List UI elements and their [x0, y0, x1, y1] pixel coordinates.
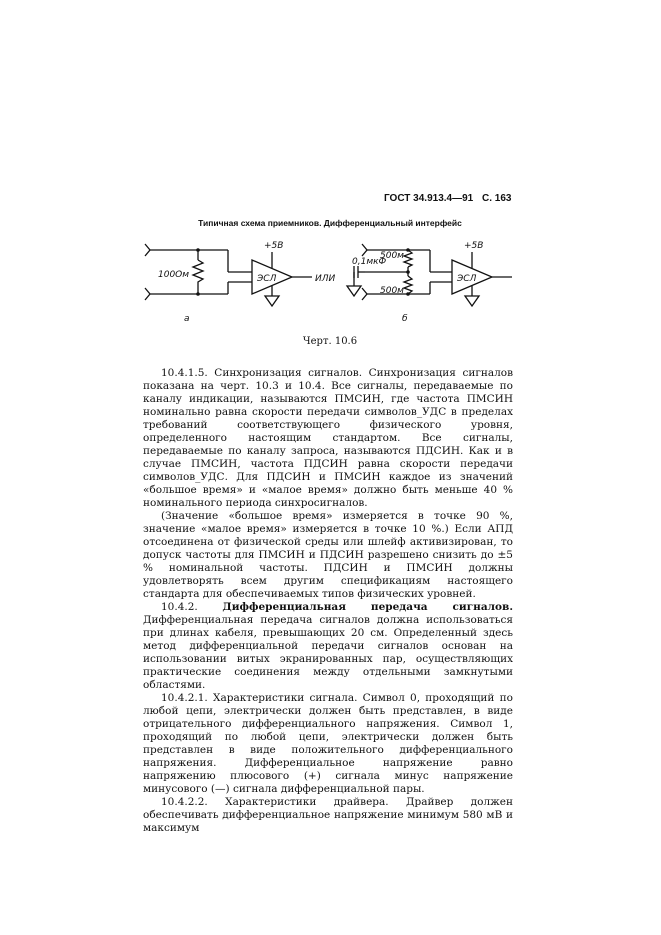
part-a-label: а: [184, 314, 190, 324]
section-heading: Дифференциальная передача сигналов.: [222, 601, 514, 613]
paragraph-driver-characteristics: 10.4.2.2. Характеристики драйвера. Драйвер должен обеспечивать дифференциальное напряжение минимум 580 мВ и максимум: [143, 796, 513, 834]
resistor-label-a: 100Ом: [158, 270, 190, 280]
standard-number: ГОСТ 34.913.4—91: [384, 193, 474, 204]
section-number: 10.4.2.: [161, 601, 198, 613]
figure-caption: Черт. 10.6: [302, 336, 358, 347]
resistor-label-b-top: 500м: [380, 251, 404, 261]
page-number: С. 163: [482, 193, 512, 204]
page-header: [384, 193, 514, 204]
resistor-label-b-bottom: 500м: [380, 286, 404, 296]
paragraph-signal-sync: 10.4.1.5. Синхронизация сигналов. Синхронизация сигналов показана на черт. 10.3 и 10.4. Все сигналы, передаваемые по каналу индикации, называются ПМСИН, где частота ПМСИН номинально равна скорости передачи символов_УДС в пределах требований соответствующего физического уровня, определенного настоящим стандартом. Все сигналы, передаваемые по каналу запроса, называются ПДСИН. Как и в случае ПМСИН, частота ПДСИН равна скорости передачи символов_УДС. Для ПДСИН и ПМСИН каждое из значений «большое время» и «малое время» должно быть меньше 40 % номинального периода синхросигналов.: [143, 367, 513, 509]
or-label: ИЛИ: [315, 274, 336, 284]
figure-title: Типичная схема приемников. Дифференциальный интерфейс: [198, 218, 462, 228]
capacitor-label: 0,1мкФ: [352, 257, 387, 267]
body-text: [143, 367, 513, 835]
paragraph-timing-note: (Значение «большое время» измеряется в точке 90 %, значение «малое время» измеряется в точке 10 %.) Если АПД отсоединена от физической среды или шлейф активизирован, то допуск частоты для ПМСИН и ПДСИН разрешено снизить до ±5 % номинальной частоты. ПДСИН и ПМСИН должны удовлетворять всем другим спецификациям настоящего стандарта для обеспечиваемых типов физических уровней.: [143, 510, 513, 600]
paragraph-signal-characteristics: 10.4.2.1. Характеристики сигнала. Символ 0, проходящий по любой цепи, электрически должен быть представлен, в виде отрицательного дифференциального напряжения. Символ 1, проходящий по любой цепи, электрически должен быть представлен в виде положительного дифференциального напряжения. Дифференциальное напряжение равно напряжению плюсового (+) сигнала минус напряжение минусового (—) сигнала дифференциальной пары.: [143, 692, 513, 795]
section-text: Дифференциальная передача сигналов должна использоваться при длинах кабеля, превышающих 20 см. Определенный здесь метод дифференциальной передачи сигналов основан на использовании витых экранированных пар, осуществляющих практические соединения между отдельными замкнутыми областями.: [143, 614, 513, 691]
esl-label-b: ЭСЛ: [457, 274, 477, 284]
part-b-label: б: [402, 314, 408, 324]
paragraph-differential-transmission: [143, 601, 513, 692]
esl-label-a: ЭСЛ: [257, 274, 277, 284]
supply-label-a: +5В: [264, 241, 284, 251]
supply-label-b: +5В: [464, 241, 484, 251]
receiver-circuit-diagram: [140, 230, 530, 330]
